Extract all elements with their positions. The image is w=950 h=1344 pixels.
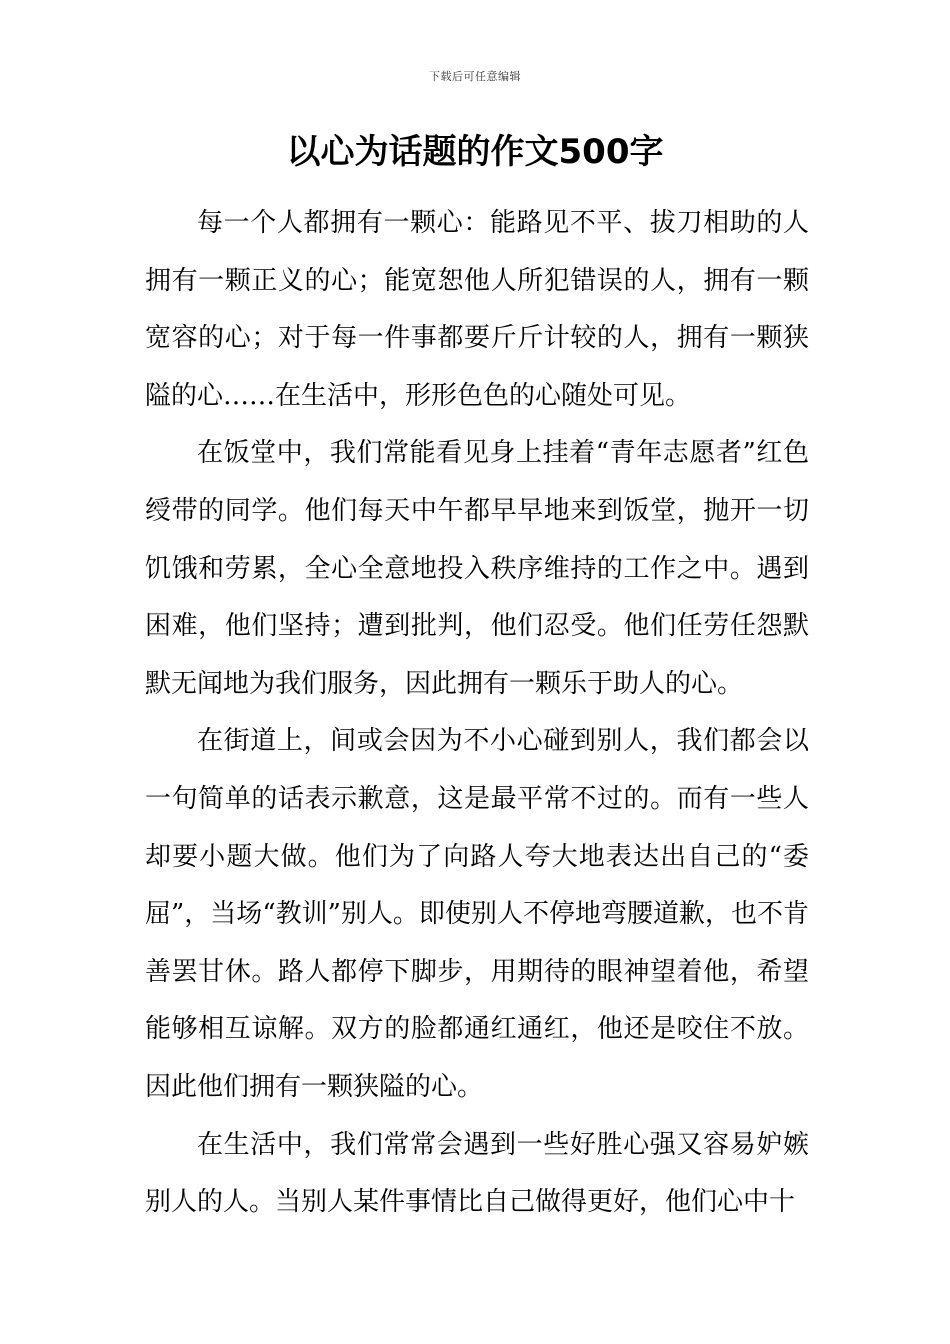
header-note: 下载后可任意编辑 (429, 70, 521, 83)
document-body (145, 195, 809, 1232)
paragraph: 在街道上，间或会因为不小心碰到别人，我们都会以一句简单的话表示歉意，这是最平常不过的。而有一些人却要小题大做。他们为了向路人夸大地表达出自己的“委屈”，当场“教训”别人。即使别人不停地弯腰道歉，也不肯善罢甘休。路人都停下脚步，用期待的眼神望着他，希望能够相互谅解。双方的脸都通红通红，他还是咬住不放。因此他们拥有一颗狭隘的心。 (145, 726, 809, 1102)
document-title: 以心为话题的作文500字 (286, 132, 664, 172)
paragraph: 在生活中，我们常常会遇到一些好胜心强又容易妒嫉别人的人。当别人某件事情比自己做得更好，他们心中十 (145, 1129, 809, 1218)
paragraph: 在饭堂中，我们常能看见身上挂着“青年志愿者”红色绶带的同学。他们每天中午都早早地来到饭堂，抛开一切饥饿和劳累，全心全意地投入秩序维持的工作之中。遇到困难，他们坚持；遭到批判，他们忍受。他们任劳任怨默默无闻地为我们服务，因此拥有一颗乐于助人的心。 (145, 438, 809, 699)
paragraph: 每一个人都拥有一颗心：能路见不平、拔刀相助的人拥有一颗正义的心；能宽恕他人所犯错误的人，拥有一颗宽容的心；对于每一件事都要斤斤计较的人，拥有一颗狭隘的心……在生活中，形形色色的心随处可见。 (145, 208, 809, 411)
